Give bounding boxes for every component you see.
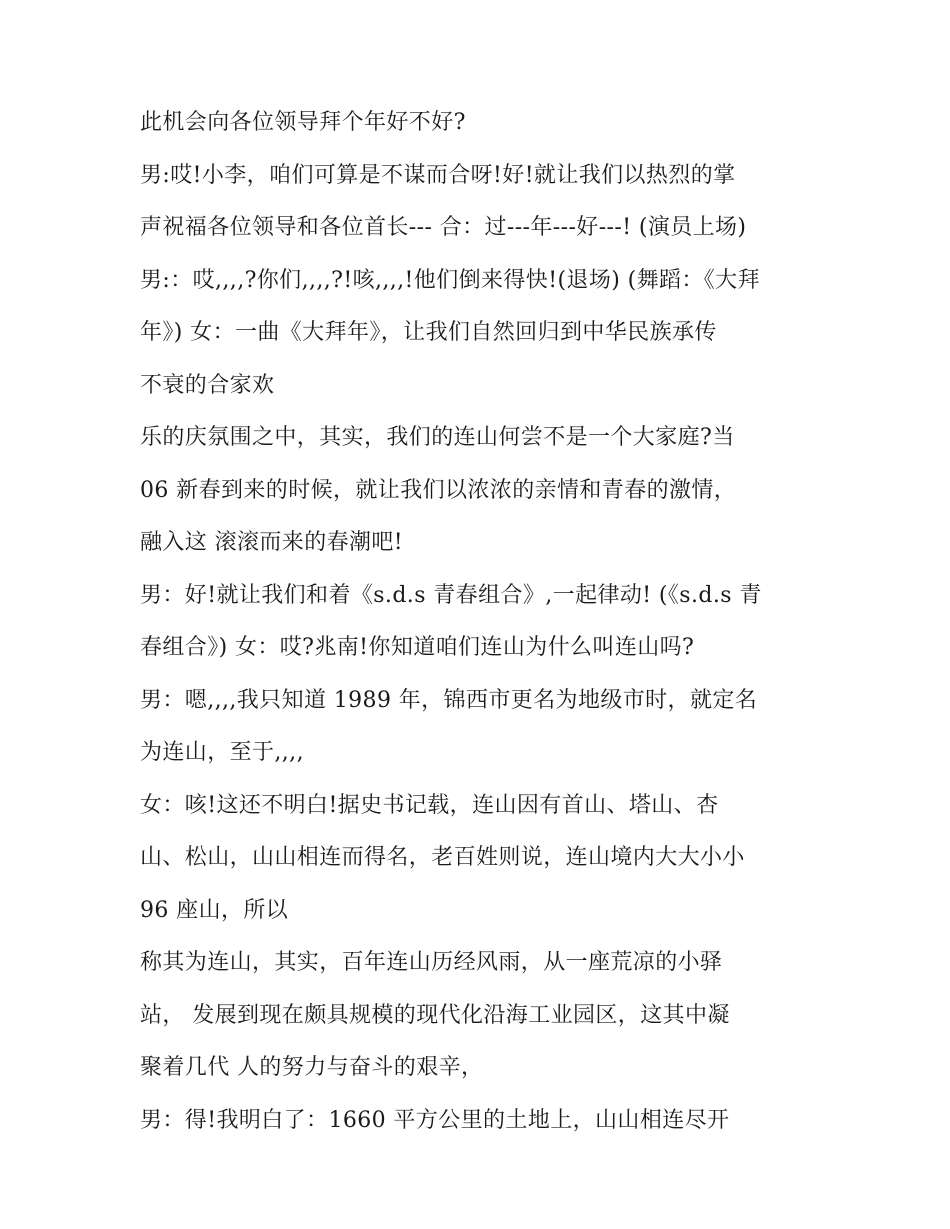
text-line: 年》) 女：一曲《大拜年》，让我们自然回归到中华民族承传	[140, 320, 717, 345]
text-line: 女：咳!这还不明白!据史书记载，连山因有首山、塔山、杏	[140, 792, 719, 818]
text-line: 融入这 滚滚而来的春潮吧!	[140, 530, 404, 555]
text-line: 山、松山，山山相连而得名，老百姓则说，连山境内大大小小	[140, 845, 745, 870]
text-line: 男:哎!小李，咱们可算是不谋而合呀!好!就让我们以热烈的掌	[140, 162, 736, 188]
text-line: 为连山，至于,,,,	[140, 740, 304, 765]
text-line: 此机会向各位领导拜个年好不好?	[140, 110, 466, 135]
text-line: 称其为连山，其实，百年连山历经风雨，从一座荒凉的小驿	[140, 950, 723, 975]
text-line: 春组合》) 女：哎?兆南!你知道咱们连山为什么叫连山吗?	[140, 635, 695, 660]
text-line: 聚着几代 人的努力与奋斗的艰辛，	[140, 1055, 484, 1080]
text-line: 男：嗯,,,,我只知道 1989 年，锦西市更名为地级市时，就定名	[140, 687, 758, 713]
text-line: 男:：哎,,,,?你们,,,,?!咳,,,,!他们倒来得快!(退场) (舞蹈：《大拜	[140, 267, 760, 293]
text-line: 乐的庆氛围之中，其实，我们的连山何尝不是一个大家庭?当	[140, 425, 735, 450]
text-line: 男：得!我明白了：1660 平方公里的土地上，山山相连尽开	[140, 1107, 730, 1133]
text-line: 声祝福各位领导和各位首长--- 合：过---年---好---! (演员上场)	[140, 215, 747, 240]
text-line: 不衰的合家欢	[140, 372, 275, 398]
text-line: 96 座山，所以	[140, 897, 289, 923]
text-line: 06 新春到来的时候，就让我们以浓浓的亲情和青春的激情，	[140, 477, 737, 503]
document-body	[140, 110, 830, 1160]
text-line: 男：好!就让我们和着《s.d.s 青春组合》,一起律动! (《s.d.s 青	[140, 582, 762, 608]
text-line: 站， 发展到现在颇具规模的现代化沿海工业园区，这其中凝	[140, 1002, 730, 1028]
